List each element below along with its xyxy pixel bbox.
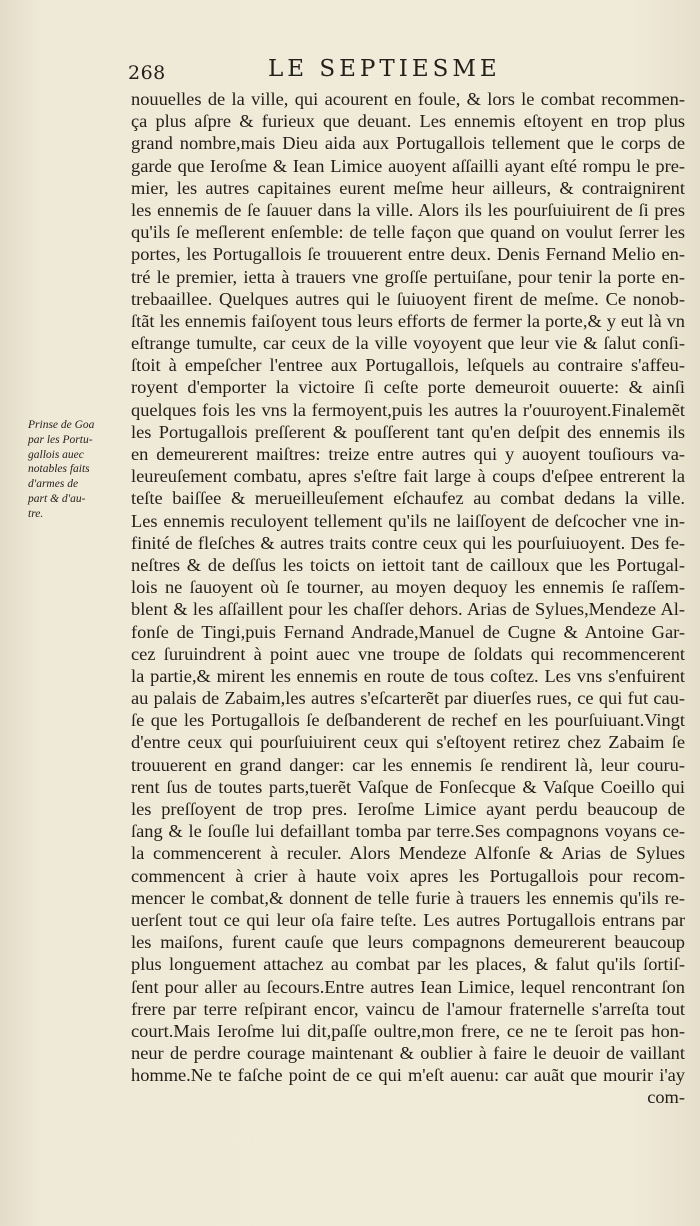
text-line: cez ſuruindrent à point auec vne troupe de ſoldats qui recommencerent (131, 643, 685, 664)
text-line: au palais de Zabaim,les autres s'eſcarterẽt par diuerſes rues, ce qui fut cau- (131, 688, 685, 709)
marginal-note-line: gallois auec (28, 448, 84, 461)
text-line: les maiſons, furent cauſe que leurs compagnons demeurerent beaucoup (131, 932, 685, 953)
text-line: fonſe de Tingi,puis Fernand Andrade,Manuel de Cugne & Antoine Gar- (131, 621, 685, 642)
text-line: les Portugallois preſſerent & pouſſerent tant qu'en deſpit des ennemis ils (131, 421, 685, 442)
text-line: teſte baiſſee & merueilleuſement eſchaufez au combat dedans la ville. (131, 488, 685, 509)
text-line: trouuerent en grand danger: car les ennemis ſe rendirent là, leur couru- (131, 754, 685, 775)
text-line: tré le premier, ietta à trauers vne groſſe pertuiſane, pour tenir la porte en- (131, 266, 685, 287)
text-line: nouuelles de la ville, qui acourent en foule, & lors le combat recommen- (131, 89, 685, 109)
text-line: ſtoit à empeſcher l'entree aux Portugallois, leſquels au contraire s'affeu- (131, 355, 685, 376)
text-line: neur de perdre courage maintenant & oublier à faire le deuoir de vaillant (131, 1043, 685, 1064)
text-line: les preſſoyent de trop pres. Ieroſme Limice ayant perdu beaucoup de (131, 799, 685, 819)
text-line: leureuſement combatu, apres s'eſtre fait large à coups d'eſpee entrerent la (131, 466, 685, 487)
text-line: les ennemis de ſe ſauuer dans la ville. Alors ils les pourſuiuirent de ſi pres (131, 199, 685, 220)
page-number: 268 (128, 62, 166, 84)
running-title: LE SEPTIESME (268, 56, 501, 82)
text-line: d'entre ceux qui pourſuiuirent ceux qui s'eſtoyent retirez chez Zabaim ſe (131, 732, 685, 753)
text-line: garde que Ieroſme & Iean Limice auoyent aſſailli ayant eſté rompu le pre- (131, 155, 685, 176)
text-line: en demeurerent maiſtres: treize entre autres qui y auoyent touſiours va- (131, 444, 685, 464)
text-line: homme.Ne te faſche point de ce qui m'eſt auenu: car auãt que mourir i'ay (131, 1065, 685, 1086)
text-line: lois ne ſauoyent où ſe tourner, au moyen dequoy les ennemis ſe raſſem- (131, 577, 685, 598)
page-header (128, 56, 688, 86)
text-line: neſtres & de deſſus les toicts on iettoit tant de cailloux que les Portugal- (131, 554, 685, 575)
marginal-note-line: par les Portu- (28, 433, 93, 446)
text-line: trebaaillee. Quelques autres qui le ſuiuoyent firent de meſme. Ce nonob- (131, 288, 685, 309)
text-line: ſent pour aller au ſecours.Entre autres Iean Limice, lequel rencontrant ſon (131, 976, 685, 997)
text-line: grand nombre,mais Dieu aida aux Portugallois tellement que le corps de (131, 133, 685, 154)
text-line: ſtãt les ennemis faiſoyent tous leurs efforts de fermer la porte,& y eut là vn (131, 310, 685, 331)
text-line: ſe que les Portugallois ſe deſbanderent de rechef en les pourſuiuant.Vingt (131, 710, 685, 731)
text-line: finité de fleſches & autres traits contre ceux qui les pourſuiuoyent. Des fe- (131, 532, 685, 553)
text-line: quelques fois les vns la fermoyent,puis les autres la r'ouuroyent.Finalemẽt (131, 399, 685, 420)
catchword: com- (647, 1087, 685, 1108)
marginal-note-line: part & d'au- (28, 492, 86, 505)
text-line: blent & les aſſaillent pour les chaſſer dehors. Arias de Sylues,Mendeze Al- (131, 599, 685, 620)
text-line: court.Mais Ieroſme lui dit,paſſe oultre,mon frere, ce ne te ſeroit pas hon- (131, 1020, 685, 1041)
marginal-note-line: tre. (28, 507, 44, 520)
text-line: eſtrange tumulte, car ceux de la ville voyoyent que leur vie & ſalut conſi- (131, 333, 685, 354)
text-line: qu'ils ſe meſlerent enſemble: de telle façon que quand on voulut ſerrer les (131, 222, 685, 243)
marginal-note-line: d'armes de (28, 478, 79, 491)
text-line: Les ennemis reculoyent tellement qu'ils ne laiſſoyent de deſcocher vne in- (131, 510, 685, 531)
text-line: ça plus aſpre & furieux que deuant. Les ennemis eſtoyent en trop plus (131, 111, 685, 132)
text-line: frere par terre reſpirant encor, vaincu de l'amour fraternelle s'arreſta tout (131, 998, 685, 1019)
text-line: plus longuement attachez au combat par les places, & falut qu'ils ſortiſ- (131, 954, 685, 975)
marginal-note (28, 418, 128, 522)
marginal-note-line: notables faits (28, 463, 90, 476)
marginal-note-line: Prinse de Goa (28, 419, 95, 431)
body-text (131, 88, 685, 1109)
text-line: mencer le combat,& donnent de telle furie à trauers les ennemis qu'ils re- (131, 887, 685, 908)
text-line: commencent à crier à haute voix apres les Portugallois pour recom- (131, 865, 685, 886)
text-line: mier, les autres capitaines eurent meſme heur ailleurs, & contraignirent (131, 177, 685, 198)
text-line: rent ſus de toutes parts,tuerẽt Vaſque de Fonſecque & Vaſque Coeillo qui (131, 776, 685, 797)
text-line: uerſent tout ce qui leur oſa faire teſte. Les autres Portugallois entrans par (131, 909, 685, 930)
text-line: portes, les Portugallois ſe trouuerent entre deux. Denis Fernand Melio en- (131, 244, 685, 265)
text-line: la partie,& mirent les ennemis en route de tous coſtez. Les vns s'enfuirent (131, 665, 685, 686)
text-line: royent d'emporter la victoire ſi ceſte porte demeuroit ouuerte: & ainſi (131, 377, 685, 398)
text-line: la commencerent à reculer. Alors Mendeze Alfonſe & Arias de Sylues (131, 843, 685, 864)
text-line: ſang & le ſouſle lui defaillant tomba par terre.Ses compagnons voyans ce- (131, 821, 685, 842)
